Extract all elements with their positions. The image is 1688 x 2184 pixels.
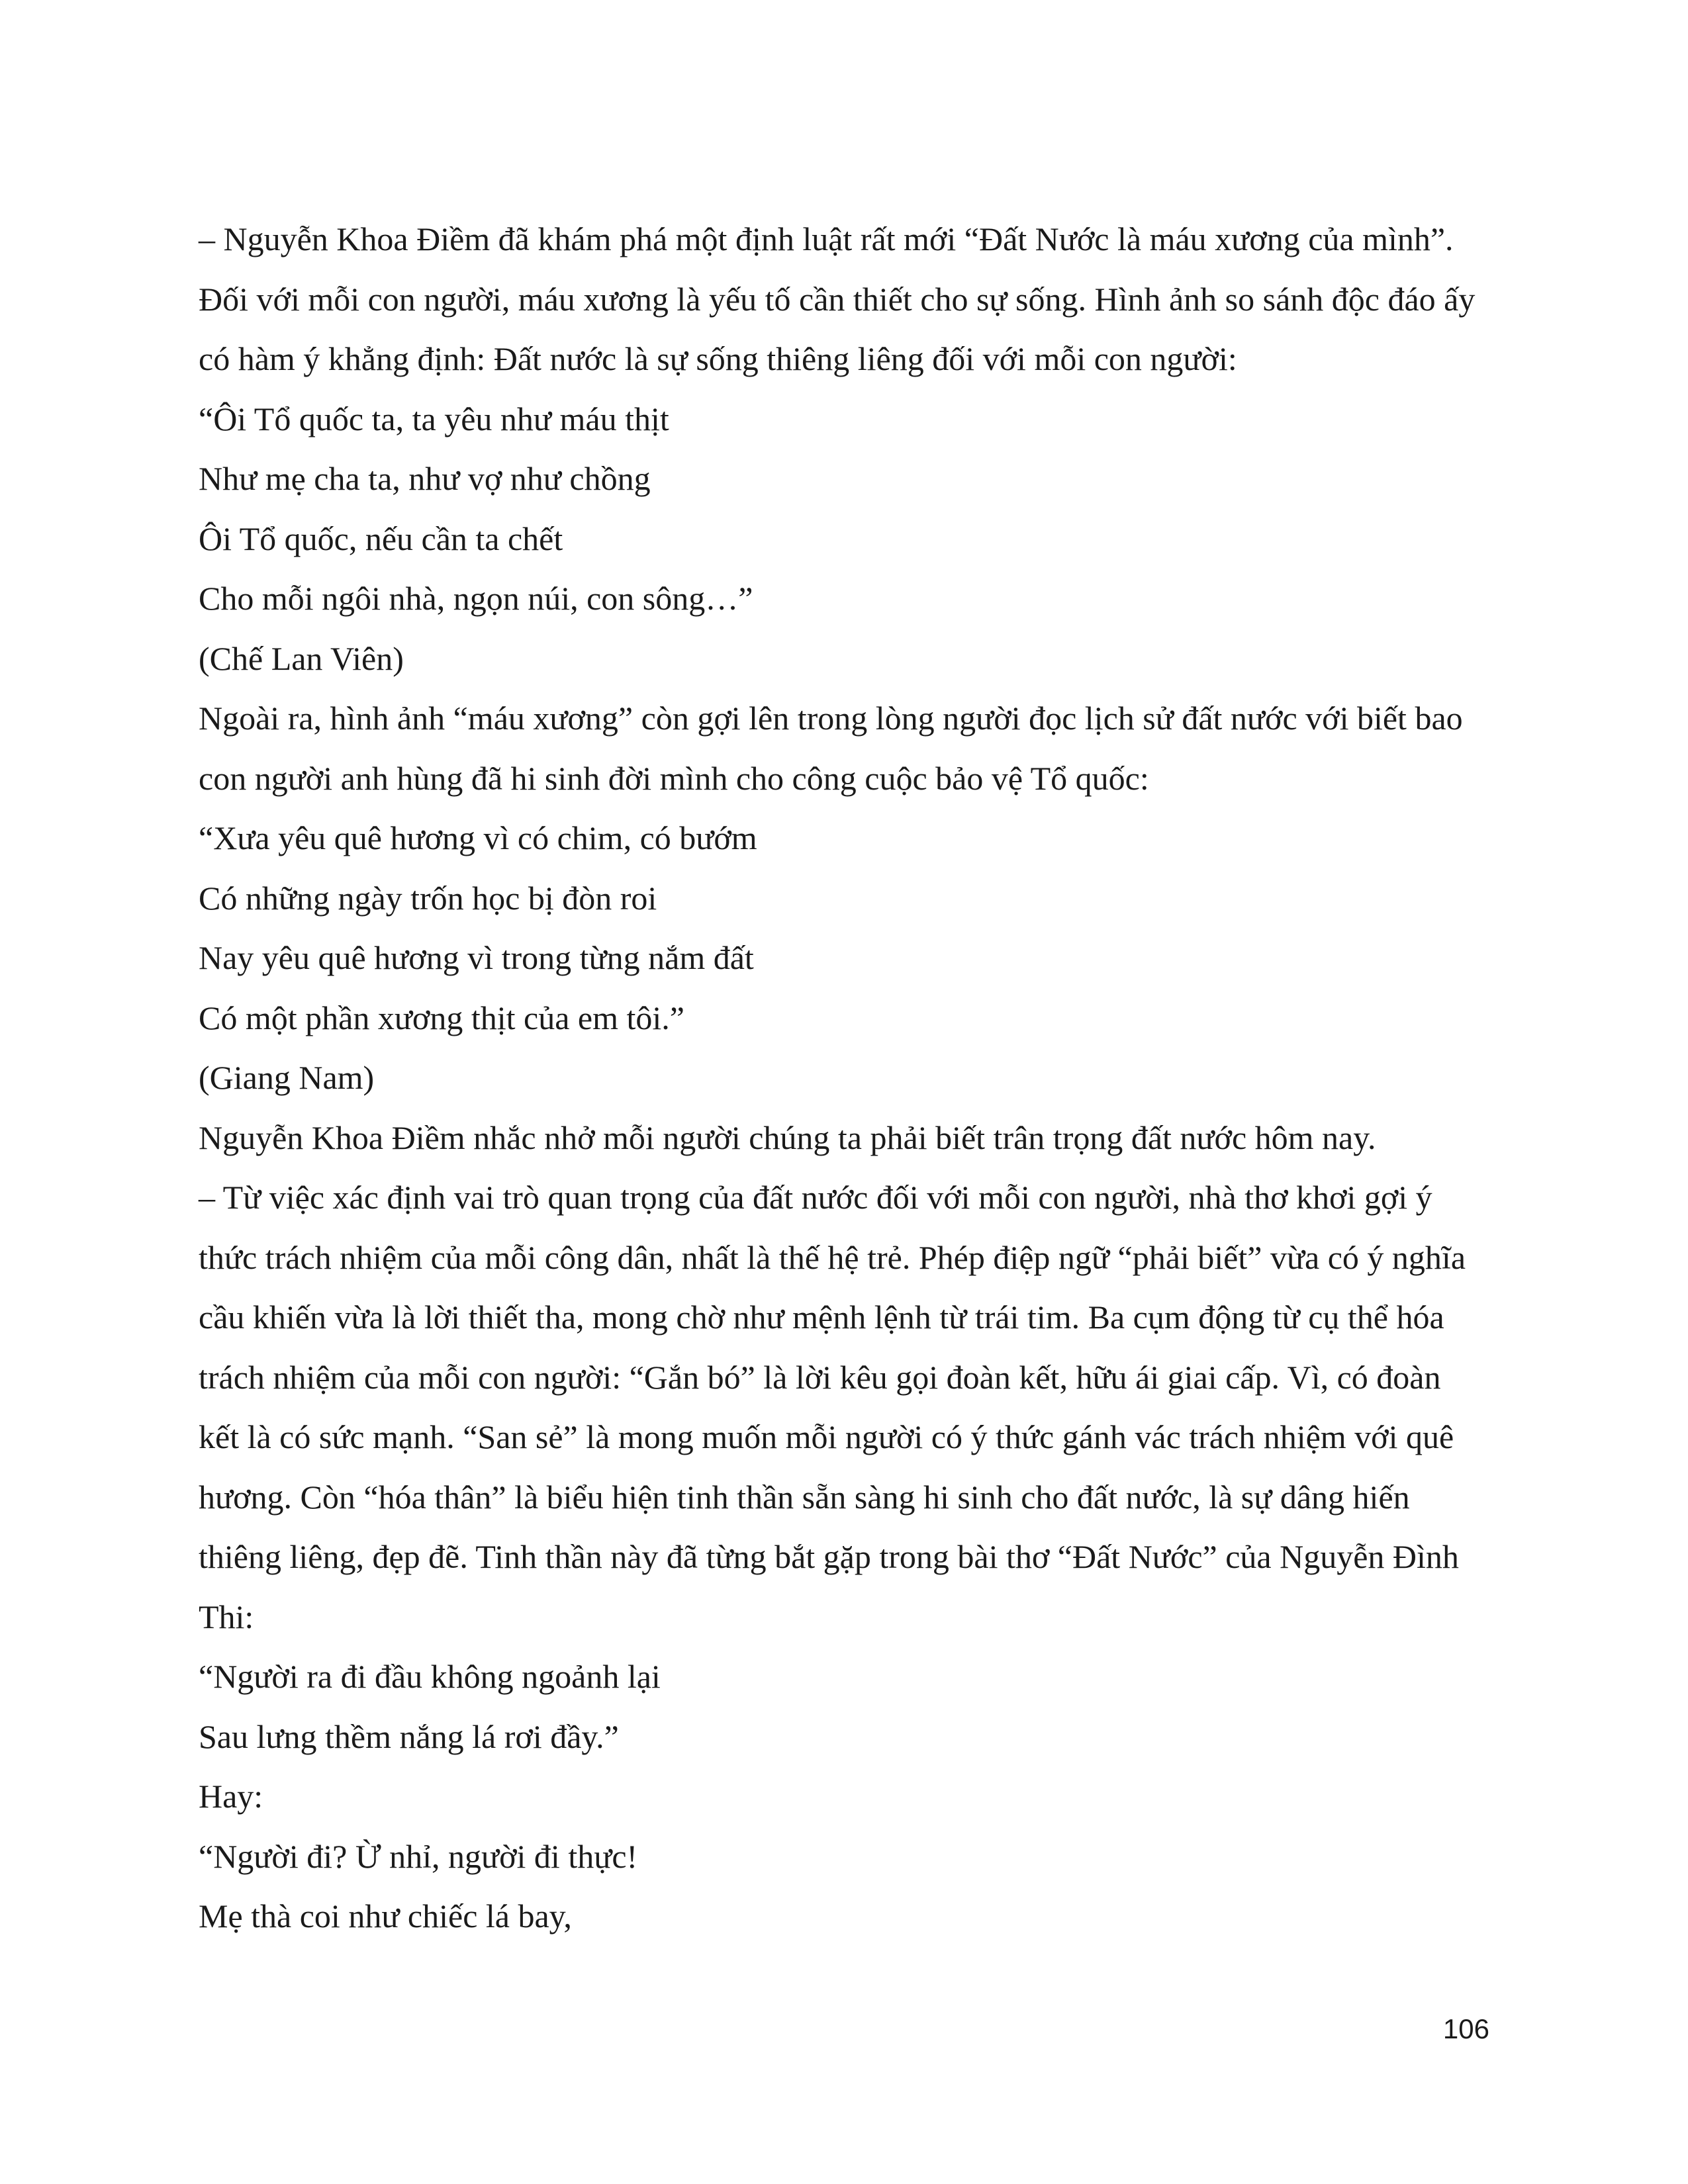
- poem-line: “Xưa yêu quê hương vì có chim, có bướm: [199, 819, 757, 856]
- text-line: con người anh hùng đã hi sinh đời mình cho công cuộc bảo vệ Tổ quốc:: [199, 759, 1149, 797]
- poem-line: Có những ngày trốn học bị đòn roi: [199, 879, 657, 917]
- page-number: 106: [1442, 2013, 1489, 2044]
- text-line: Hay:: [199, 1778, 263, 1815]
- text-line: cầu khiến vừa là lời thiết tha, mong chờ như mệnh lệnh từ trái tim. Ba cụm động từ cụ thể hóa: [199, 1298, 1444, 1336]
- text-line: hương. Còn “hóa thân” là biểu hiện tinh thần sẵn sàng hi sinh cho đất nước, là sự dâng hiến: [199, 1478, 1410, 1516]
- text-line: – Từ việc xác định vai trò quan trọng của đất nước đối với mỗi con người, nhà thơ khơi gợi ý: [199, 1179, 1432, 1216]
- text-line: kết là có sức mạnh. “San sẻ” là mong muốn mỗi người có ý thức gánh vác trách nhiệm với quê: [199, 1418, 1454, 1455]
- poem-line: Cho mỗi ngôi nhà, ngọn núi, con sông…”: [199, 580, 753, 617]
- text-line: trách nhiệm của mỗi con người: “Gắn bó” là lời kêu gọi đoàn kết, hữu ái giai cấp. Vì, có đoàn: [199, 1358, 1441, 1396]
- poem-line: “Người ra đi đầu không ngoảnh lại: [199, 1658, 661, 1695]
- text-line: thiêng liêng, đẹp đẽ. Tinh thần này đã từng bắt gặp trong bài thơ “Đất Nước” của Nguyễn Đình: [199, 1538, 1459, 1575]
- text-line: Đối với mỗi con người, máu xương là yếu tố cần thiết cho sự sống. Hình ảnh so sánh độc đáo ấy: [199, 280, 1476, 318]
- text-line: Nguyễn Khoa Điềm nhắc nhở mỗi người chúng ta phải biết trân trọng đất nước hôm nay.: [199, 1118, 1376, 1156]
- text-line: có hàm ý khẳng định: Đất nước là sự sống thiêng liêng đối với mỗi con người:: [199, 340, 1237, 377]
- body-text: [199, 209, 1489, 1946]
- poem-line: Có một phần xương thịt của em tôi.”: [199, 999, 684, 1036]
- poem-line: Sau lưng thềm nắng lá rơi đầy.”: [199, 1717, 619, 1755]
- poem-line: Mẹ thà coi như chiếc lá bay,: [199, 1897, 572, 1934]
- text-line: – Nguyễn Khoa Điềm đã khám phá một định luật rất mới “Đất Nước là máu xương của mình”.: [199, 220, 1454, 257]
- text-line: Thi:: [199, 1598, 254, 1635]
- text-line: thức trách nhiệm của mỗi công dân, nhất là thế hệ trẻ. Phép điệp ngữ “phải biết” vừa có ý nghĩa: [199, 1238, 1466, 1276]
- poem-line: “Ôi Tổ quốc ta, ta yêu như máu thịt: [199, 400, 669, 437]
- poem-attribution: (Chế Lan Viên): [199, 639, 404, 677]
- poem-line: Như mẹ cha ta, như vợ như chồng: [199, 460, 651, 497]
- poem-attribution: (Giang Nam): [199, 1059, 375, 1096]
- poem-line: Nay yêu quê hương vì trong từng nắm đất: [199, 939, 754, 976]
- poem-line: “Người đi? Ừ nhỉ, người đi thực!: [199, 1837, 638, 1875]
- poem-line: Ôi Tổ quốc, nếu cần ta chết: [199, 520, 563, 557]
- text-line: Ngoài ra, hình ảnh “máu xương” còn gợi lên trong lòng người đọc lịch sử đất nước với biết bao: [199, 700, 1463, 737]
